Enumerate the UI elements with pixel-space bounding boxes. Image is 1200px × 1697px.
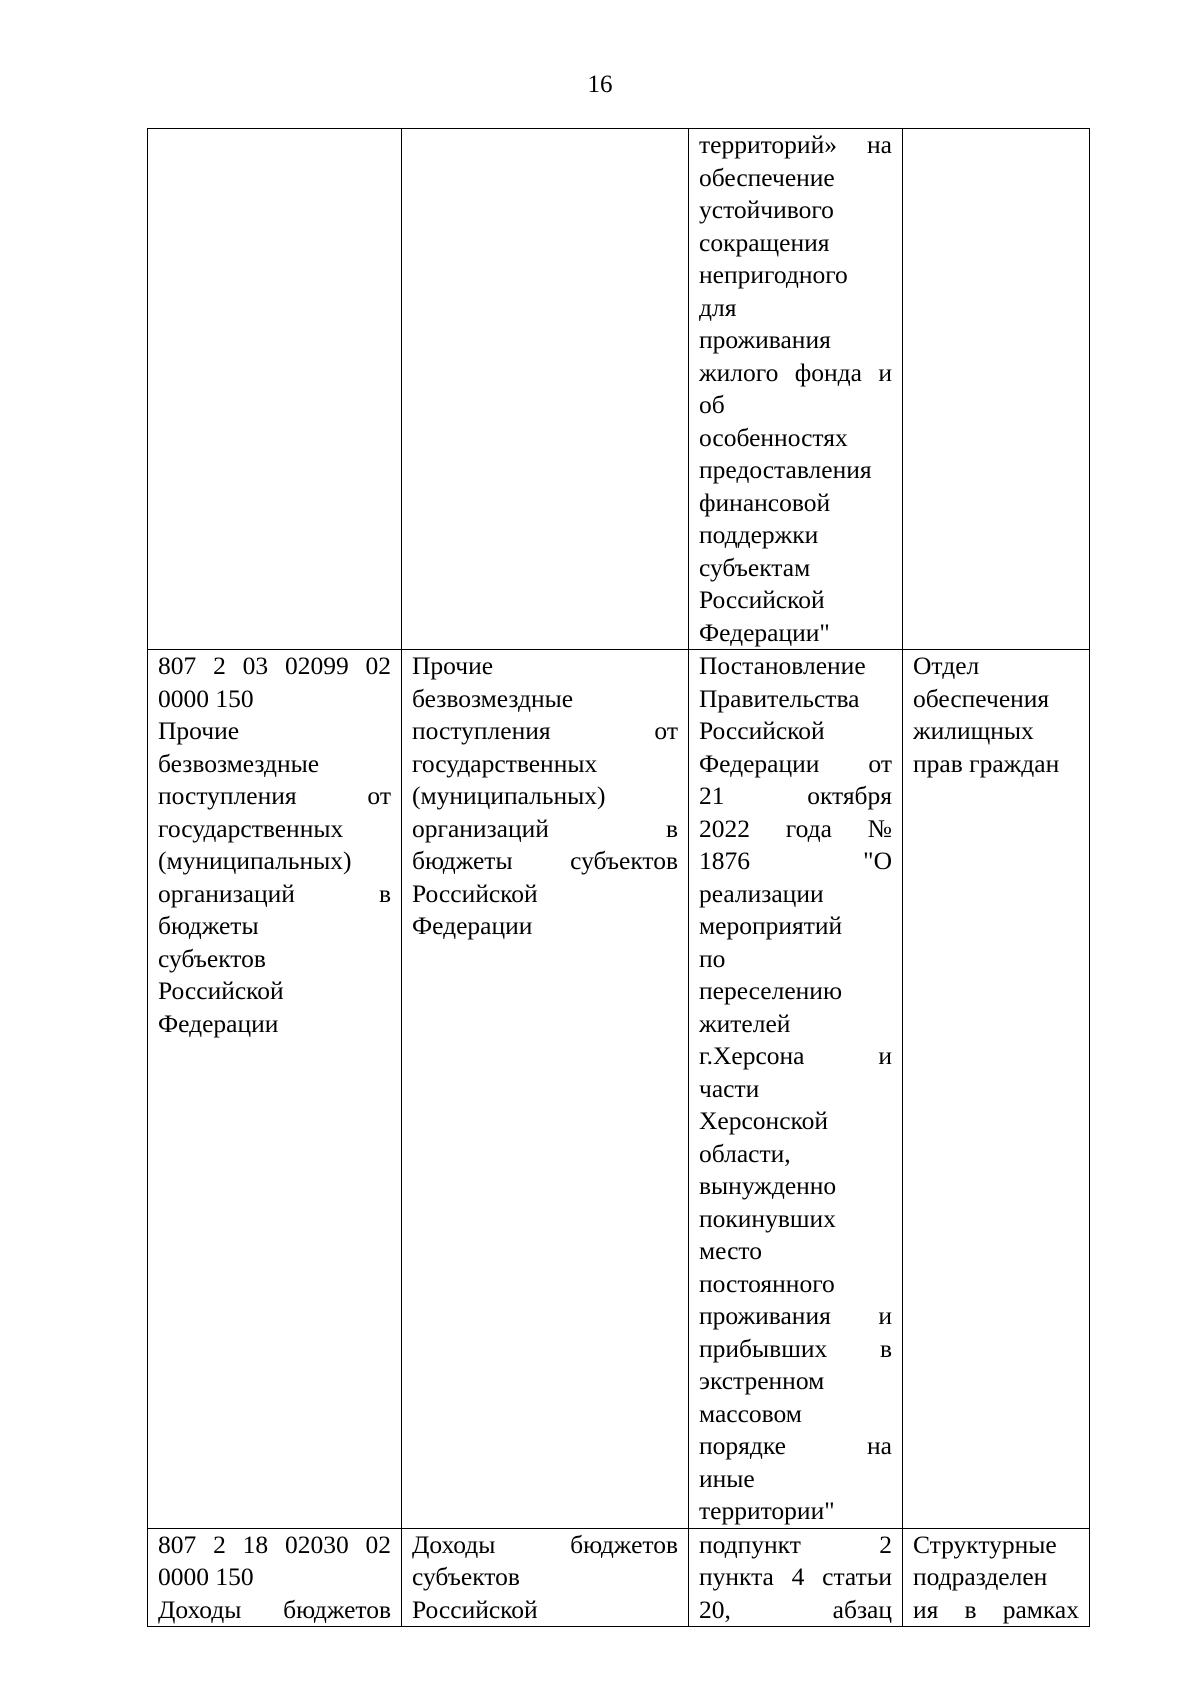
text-line: Прочие (412, 651, 494, 680)
text-line: Федерации" (699, 617, 830, 647)
text-line: субъектов (158, 943, 266, 973)
text-line: 807 2 03 02099 02 (158, 651, 391, 680)
cell-legal-basis (689, 129, 903, 650)
text-line: устойчивого (699, 195, 834, 224)
cell-department (903, 650, 1090, 1529)
text-line: иные (699, 1463, 755, 1493)
text-line: организаций в (412, 813, 678, 843)
text-line: 807 2 18 02030 02 (158, 1529, 391, 1559)
cell-name (402, 129, 689, 650)
text-line: Российской (699, 585, 825, 614)
text-line: (муниципальных) (412, 781, 606, 810)
text-line: пункта 4 статьи (699, 1562, 892, 1591)
text-line: Херсонской (699, 1106, 829, 1135)
text-line: жилищных (913, 716, 1034, 745)
text-line: массовом (699, 1398, 802, 1428)
text-line: для (699, 292, 737, 322)
cell-legal-basis (689, 1528, 903, 1627)
text-line: финансовой (699, 487, 831, 517)
text-line: государственных (412, 748, 598, 778)
text-line: об (699, 390, 725, 419)
text-line: бюджеты (158, 911, 259, 940)
text-line: место (699, 1236, 762, 1265)
text-line: обеспечения (913, 683, 1050, 713)
page-number: 16 (587, 71, 613, 98)
text-line: организаций в (158, 878, 391, 908)
text-line: Федерации (158, 1008, 279, 1038)
text-line: территорий» на (699, 130, 892, 159)
text-line: субъектов (412, 1562, 520, 1591)
text-line: 2022 года № (699, 813, 892, 843)
cell-code (148, 650, 402, 1529)
text-line: области, (699, 1138, 791, 1168)
text-line: переселению (699, 976, 843, 1005)
text-line: ия в рамках (913, 1594, 1079, 1624)
text-line: прав граждан (913, 748, 1060, 778)
text-line: субъектам (699, 552, 811, 582)
text-line: поступления от (412, 716, 678, 745)
text-line: непригодного (699, 260, 848, 289)
text-line: проживания (699, 325, 831, 354)
text-line: безвозмездные (412, 683, 574, 713)
cell-name (402, 650, 689, 1529)
text-line: прибывших в (699, 1333, 892, 1363)
table-row (148, 1528, 1090, 1627)
text-line: (муниципальных) (158, 846, 352, 875)
text-line: вынужденно (699, 1171, 837, 1200)
text-line: г.Херсона и (699, 1041, 892, 1070)
budget-revenue-table (147, 128, 1090, 1627)
text-line: Федерации (412, 911, 533, 940)
text-line: жилого фонда и (699, 357, 892, 387)
cell-department (903, 129, 1090, 650)
text-line: Российской (158, 976, 284, 1005)
text-line: покинувших (699, 1203, 836, 1233)
text-line: 20, абзац (699, 1594, 892, 1624)
text-line: Правительства (699, 683, 860, 713)
text-line: подпункт 2 (699, 1529, 892, 1559)
text-line: обеспечение (699, 162, 835, 192)
text-line: Отдел (913, 651, 980, 680)
text-line: жителей (699, 1008, 791, 1038)
text-line: Постановление (699, 651, 866, 680)
text-line: особенностях (699, 422, 848, 452)
text-line: подразделен (913, 1562, 1048, 1591)
text-line: бюджеты субъектов (412, 846, 678, 875)
text-line: реализации (699, 878, 824, 908)
table-row (148, 129, 1090, 650)
text-line: Российской (699, 716, 825, 745)
text-line: предоставления (699, 455, 872, 484)
text-line: Доходы бюджетов (412, 1529, 678, 1559)
cell-code (148, 129, 402, 650)
text-line: Федерации от (699, 748, 892, 778)
text-line: поддержки (699, 520, 819, 549)
text-line: 1876 "О (699, 846, 892, 875)
cell-legal-basis (689, 650, 903, 1529)
table-row (148, 650, 1090, 1529)
text-line: безвозмездные (158, 748, 320, 778)
text-line: части (699, 1073, 760, 1103)
text-line: проживания и (699, 1301, 892, 1330)
text-line: Прочие (158, 716, 240, 745)
text-line: государственных (158, 813, 344, 843)
text-line: по (699, 943, 726, 973)
cell-code (148, 1528, 402, 1627)
cell-department (903, 1528, 1090, 1627)
cell-name (402, 1528, 689, 1627)
text-line: Структурные (913, 1529, 1057, 1559)
text-line: порядке на (699, 1431, 892, 1460)
text-line: постоянного (699, 1268, 835, 1298)
text-line: 0000 150 (158, 683, 254, 713)
text-line: Российской (412, 1594, 538, 1624)
table-body (148, 129, 1090, 1627)
text-line: экстренном (699, 1366, 825, 1395)
text-line: Российской (412, 878, 538, 908)
text-line: поступления от (158, 781, 391, 810)
text-line: 21 октября (699, 781, 892, 810)
text-line: территории" (699, 1496, 835, 1525)
text-line: 0000 150 (158, 1562, 254, 1591)
text-line: мероприятий (699, 911, 843, 940)
text-line: сокращения (699, 227, 830, 257)
text-line: Доходы бюджетов (158, 1594, 391, 1624)
